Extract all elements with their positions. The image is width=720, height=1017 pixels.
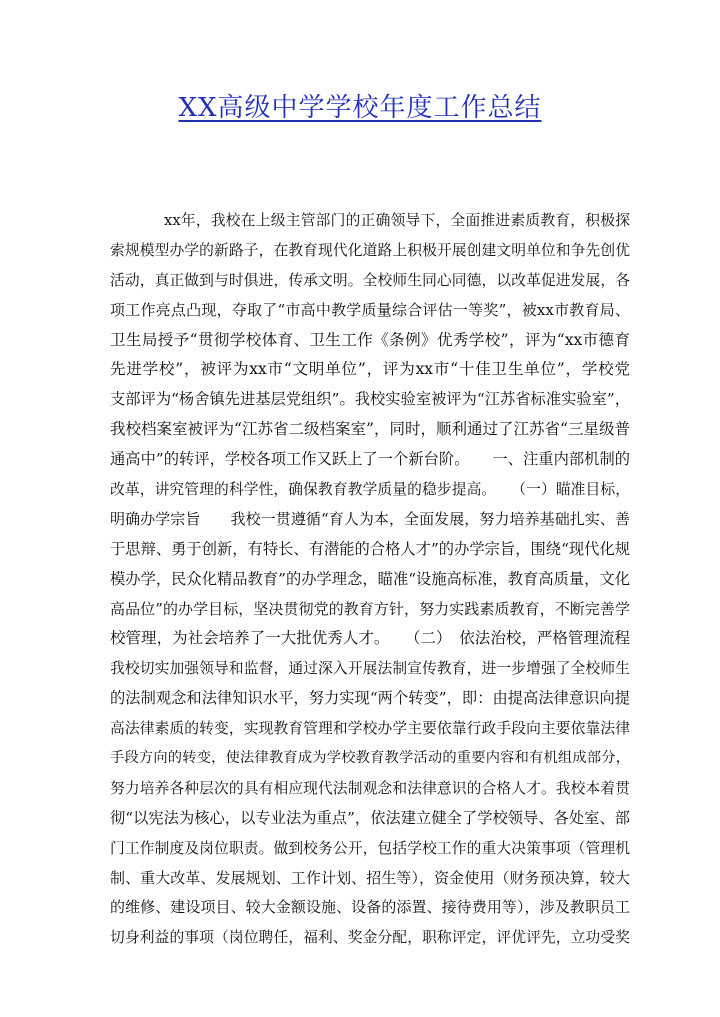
body-line: 改革，讲究管理的科学性，确保教育教学质量的稳步提高。 （一）瞄准目标， (110, 481, 630, 499)
body-line: 我校切实加强领导和监督，通过深入开展法制宣传教育，进一步增强了全校师生 (110, 660, 630, 678)
body-line: 高品位”的办学目标，坚决贯彻党的教育方针，努力实践素质教育，不断完善学 (110, 599, 630, 618)
body-line: 切身利益的事项（岗位聘任，福利、奖金分配，职称评定，评优评先，立功受奖 (110, 929, 630, 947)
body-line: 明确办学宗旨 我校一贯遵循“育人为本，全面发展，努力培养基础扎实、善 (110, 509, 630, 528)
body-line: 门工作制度及岗位职责。做到校务公开，包括学校工作的重大决策事项（管理机 (110, 839, 630, 857)
body-line: 于思辩、勇于创新，有特长、有潜能的合格人才”的办学宗旨，围绕“现代化规 (110, 539, 630, 558)
body-line: 手段方向的转变，使法律教育成为学校教育教学活动的重要内容和有机组成部分， (110, 750, 630, 767)
body-line: 模办学，民众化精品教育”的办学理念，瞄准“设施高标准，教育高质量，文化 (110, 569, 630, 588)
body-line: 努力培养各种层次的具有相应现代法制观念和法律意识的合格人才。我校本着贯 (110, 779, 630, 797)
body-line: 先进学校”，被评为xx市“文明单位”，评为xx市“十佳卫生单位”，学校党 (110, 360, 630, 379)
body-line: xx年，我校在上级主管部门的正确领导下，全面推进素质教育，积极探 (164, 212, 630, 229)
body-line: 的维修、建设项目、较大金额设施、设备的添置、接待费用等），涉及教职员工 (110, 898, 630, 917)
body-line: 高法律素质的转变，实现教育管理和学校办学主要依靠行政手段向主要依靠法律 (110, 720, 630, 738)
body-line: 彻“以宪法为核心，以专业法为重点”，依法建立健全了学校领导、各处室、部 (110, 808, 630, 827)
body-line: 项工作亮点凸现，夺取了“市高中教学质量综合评估一等奖”，被xx市教育局、 (110, 300, 630, 319)
body-line: 的法制观念和法律知识水平，努力实现“两个转变”，即：由提高法律意识向提 (110, 689, 630, 708)
body-line: 活动，真正做到与时俱进，传承文明。全校师生同心同德，以改革促进发展，各 (110, 271, 630, 289)
document-body (110, 206, 630, 953)
body-line: 我校档案室被评为“江苏省二级档案室”，同时，顺利通过了江苏省“三星级普 (110, 420, 630, 439)
body-line: 校管理，为社会培养了一大批优秀人才。 （二） 依法治校，严格管理流程 (110, 629, 630, 648)
body-line: 制、重大改革、发展规划、工作计划、招生等），资金使用（财务预决算，较大 (110, 868, 630, 887)
body-line: 卫生局授予“贯彻学校体育、卫生工作《条例》优秀学校”，评为“xx市德育 (110, 330, 630, 349)
body-line: 支部评为“杨舍镇先进基层党组织”。我校实验室被评为“江苏省标准实验室”， (110, 390, 630, 409)
body-line: 索规模型办学的新路子，在教育现代化道路上积极开展创建文明单位和争先创优 (110, 241, 630, 259)
body-line: 通高中”的转评，学校各项工作又跃上了一个新台阶。 一、注重内部机制的 (110, 450, 630, 469)
document-title: XX高级中学学校年度工作总结 (178, 93, 542, 123)
